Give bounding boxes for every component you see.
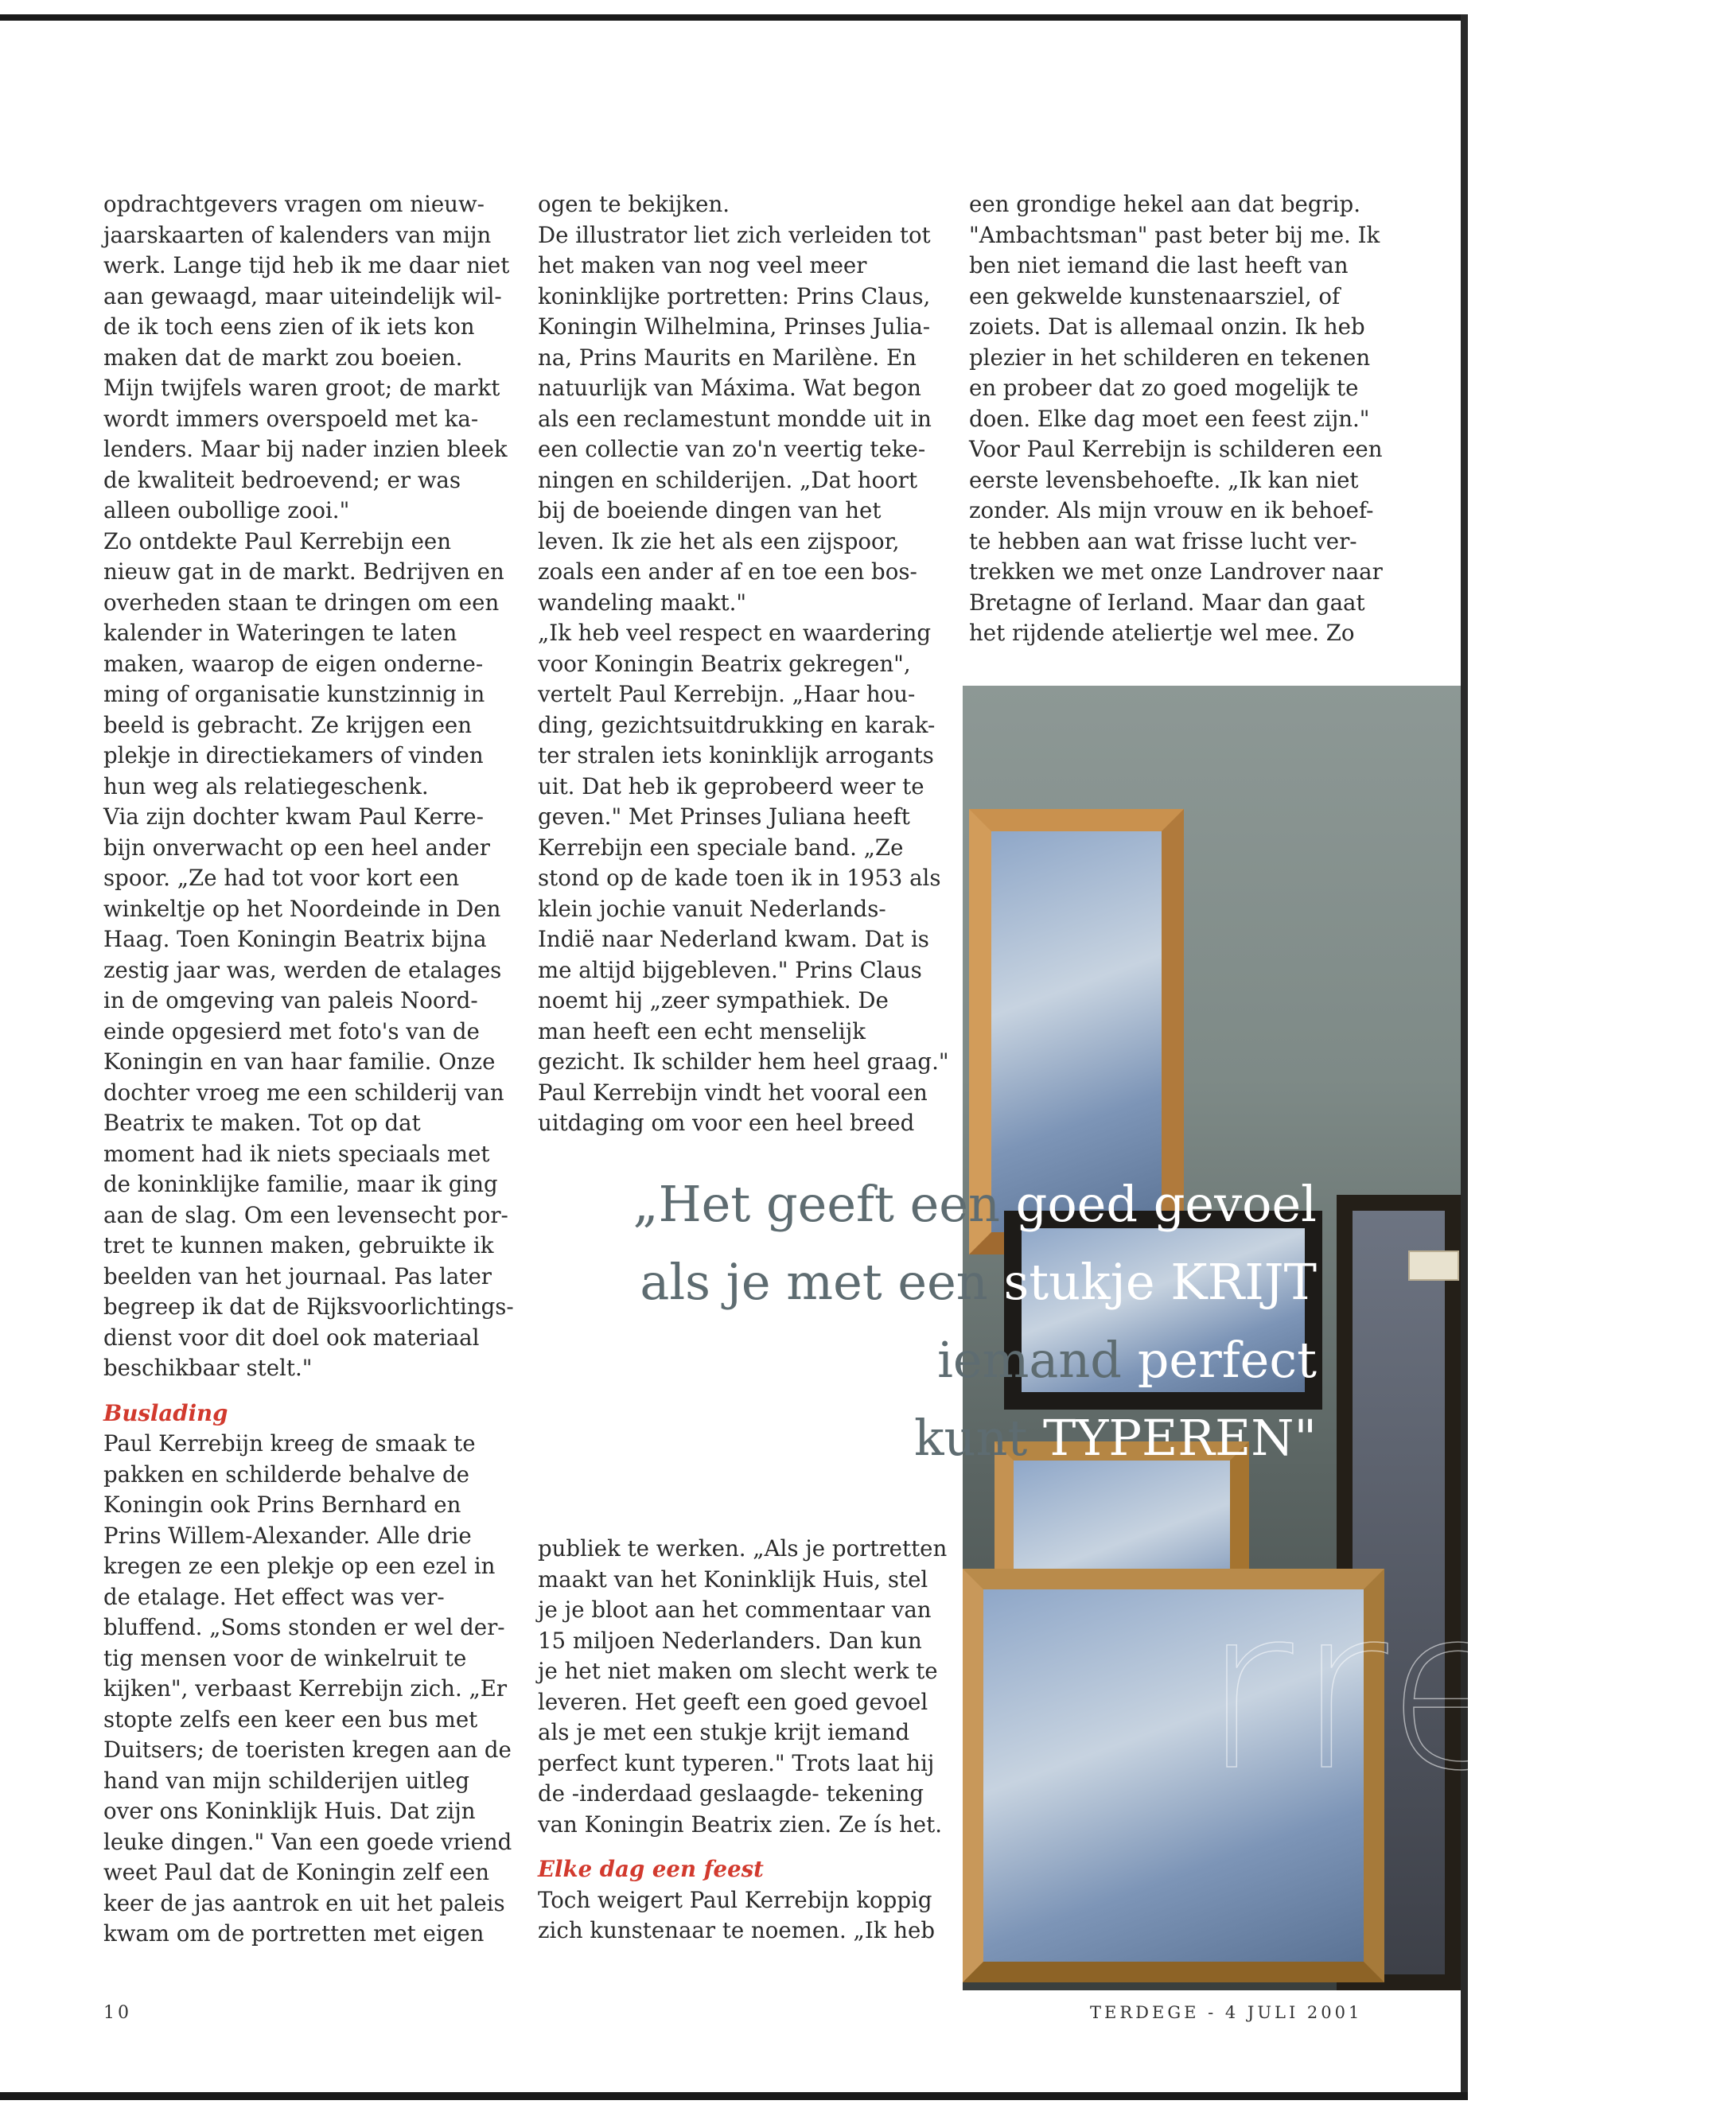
text-line: pakken en schilderde behalve de: [103, 1461, 470, 1488]
text-line: Bretagne of Ierland. Maar dan gaat: [969, 589, 1365, 616]
text-line: werk. Lange tijd heb ik me daar niet: [103, 252, 510, 278]
text-line: en probeer dat zo goed mogelijk te: [969, 375, 1359, 401]
page-number: 10: [103, 2003, 132, 2023]
text-line: te hebben aan wat frisse lucht ver-: [969, 527, 1357, 554]
text-line: beschikbaar stelt.": [103, 1355, 313, 1381]
quote-light-3: perfect: [1137, 1331, 1317, 1389]
text-line: weet Paul dat de Koningin zelf een: [103, 1859, 490, 1885]
text-column-2: [538, 189, 949, 1139]
text-line: Kerrebijn een speciale band. „Ze: [538, 834, 904, 861]
text-line: klein jochie vanuit Nederlands-: [538, 895, 886, 922]
text-line: je je bloot aan het commentaar van: [538, 1597, 932, 1623]
publication-footer: TERDEGE - 4 JULI 2001: [1090, 2003, 1363, 2022]
photo-watermark: rrebi: [1201, 1561, 1736, 1820]
quote-light-1: goed gevoel: [1015, 1175, 1317, 1233]
text-line: plezier in het schilderen en tekenen: [969, 344, 1371, 371]
text-line: leveren. Het geeft een goed gevoel: [538, 1688, 928, 1715]
text-line: ding, gezichtsuitdrukking en karak-: [538, 711, 936, 738]
quote-light-2: stukje KRIJT: [1003, 1253, 1317, 1311]
text-line: het maken van nog veel meer: [538, 252, 867, 278]
text-line: leuke dingen." Van een goede vriend: [103, 1828, 512, 1855]
text-line: kwam om de portretten met eigen: [103, 1920, 485, 1947]
pull-quote-line-2: [362, 1243, 1317, 1321]
text-line: De illustrator liet zich verleiden tot: [538, 221, 931, 248]
text-line: bij de boeiende dingen van het: [538, 497, 882, 523]
text-line: maken dat de markt zou boeien.: [103, 344, 463, 371]
text-line: perfect kunt typeren." Trots laat hij: [538, 1749, 935, 1776]
text-line: zestig jaar was, werden de etalages: [103, 956, 502, 983]
pull-quote-line-4: [362, 1399, 1317, 1477]
text-line: wordt immers overspoeld met ka-: [103, 405, 479, 432]
text-line: een collectie van zo'n veertig teke-: [538, 436, 926, 462]
text-line: ogen te bekijken.: [538, 191, 730, 217]
text-line: "Ambachtsman" past beter bij me. Ik: [969, 221, 1380, 248]
text-line: de koninklijke familie, maar ik ging: [103, 1171, 498, 1197]
text-line: bluffend. „Soms stonden er wel der-: [103, 1614, 505, 1640]
text-line: plekje in directiekamers of vinden: [103, 742, 484, 768]
frame-label: [1408, 1251, 1459, 1281]
text-line: maken, waarop de eigen onderne-: [103, 650, 484, 677]
text-line: zich kunstenaar te noemen. „Ik heb: [538, 1917, 936, 1943]
text-line: je het niet maken om slecht werk te: [538, 1658, 938, 1684]
text-line: „Ik heb veel respect en waardering: [538, 620, 932, 646]
text-line: dochter vroeg me een schilderij van: [103, 1079, 504, 1106]
text-line: van Koningin Beatrix zien. Ze ís het.: [538, 1811, 942, 1838]
column-1-continued: [103, 1429, 512, 1950]
text-line: natuurlijk van Máxima. Wat begon: [538, 375, 921, 401]
text-line: moment had ik niets speciaals met: [103, 1140, 490, 1167]
quote-light-4: TYPEREN": [1043, 1409, 1317, 1467]
text-line: Via zijn dochter kwam Paul Kerre-: [103, 803, 484, 830]
text-line: een grondige hekel aan dat begrip.: [969, 191, 1360, 217]
text-line: in de omgeving van paleis Noord-: [103, 987, 478, 1013]
text-line: de kwaliteit bedroevend; er was: [103, 466, 461, 493]
text-line: de etalage. Het effect was ver-: [103, 1583, 445, 1610]
text-line: Beatrix te maken. Tot op dat: [103, 1110, 421, 1136]
subhead-elke-dag-een-feest: Elke dag een feest: [538, 1856, 764, 1882]
subhead-buslading: Buslading: [103, 1399, 228, 1426]
text-line: nieuw gat in de markt. Bedrijven en: [103, 558, 504, 585]
text-line: de -inderdaad geslaagde- tekening: [538, 1780, 924, 1807]
text-column-3: [969, 189, 1415, 649]
text-line: lenders. Maar bij nader inzien bleek: [103, 436, 508, 462]
text-line: Indië naar Nederland kwam. Dat is: [538, 926, 929, 952]
text-line: na, Prins Maurits en Marilène. En: [538, 344, 917, 371]
text-line: overheden staan te dringen om een: [103, 589, 500, 616]
text-line: Paul Kerrebijn vindt het vooral een: [538, 1079, 928, 1106]
text-line: Mijn twijfels waren groot; de markt: [103, 375, 500, 401]
text-line: Haag. Toen Koningin Beatrix bijna: [103, 926, 487, 952]
text-line: Koningin Wilhelmina, Prinses Julia-: [538, 313, 931, 340]
text-line: voor Koningin Beatrix gekregen",: [538, 650, 911, 677]
text-line: alleen oubollige zooi.": [103, 497, 350, 523]
text-line: aan de slag. Om een levensecht por-: [103, 1201, 508, 1228]
quote-dark-2: als je met een: [640, 1253, 1004, 1311]
text-line: Koningin en van haar familie. Onze: [103, 1048, 496, 1075]
pull-quote-line-1: [362, 1165, 1317, 1243]
text-line: ningen en schilderijen. „Dat hoort: [538, 466, 918, 493]
pull-quote-line-3: [362, 1321, 1317, 1399]
text-line: ben niet iemand die last heeft van: [969, 252, 1349, 278]
quote-dark-3: iemand: [937, 1331, 1138, 1389]
text-line: aan gewaagd, maar uiteindelijk wil-: [103, 282, 502, 309]
text-line: 15 miljoen Nederlanders. Dan kun: [538, 1627, 922, 1654]
text-line: dienst voor dit doel ook materiaal: [103, 1324, 480, 1351]
text-line: noemt hij „zeer sympathiek. De: [538, 987, 889, 1013]
text-line: maakt van het Koninklijk Huis, stel: [538, 1566, 928, 1593]
text-line: Paul Kerrebijn kreeg de smaak te: [103, 1430, 476, 1457]
text-line: over ons Koninklijk Huis. Dat zijn: [103, 1798, 476, 1824]
text-line: de ik toch eens zien of ik iets kon: [103, 313, 475, 340]
text-line: als je met een stukje krijt iemand: [538, 1719, 910, 1745]
text-line: jaarskaarten of kalenders van mijn: [103, 221, 492, 248]
quote-dark-1: „Het geeft een: [633, 1175, 1016, 1233]
text-line: ming of organisatie kunstzinnig in: [103, 681, 485, 707]
text-line: uitdaging om voor een heel breed: [538, 1110, 915, 1136]
text-line: me altijd bijgebleven." Prins Claus: [538, 956, 922, 983]
text-line: kalender in Wateringen te laten: [103, 620, 457, 646]
text-line: ter stralen iets koninklijk arrogants: [538, 742, 934, 768]
text-column-1: [103, 189, 514, 1950]
text-line: een gekwelde kunstenaarsziel, of: [969, 282, 1341, 309]
text-line: Toch weigert Paul Kerrebijn koppig: [538, 1886, 932, 1913]
text-line: tret te kunnen maken, gebruikte ik: [103, 1232, 494, 1258]
text-line: het rijdende ateliertje wel mee. Zo: [969, 620, 1355, 646]
text-line: publiek te werken. „Als je portretten: [538, 1535, 948, 1562]
text-column-2-lower: [538, 1534, 948, 1947]
text-line: trekken we met onze Landrover naar: [969, 558, 1383, 585]
text-line: wandeling maakt.": [538, 589, 747, 616]
column-2-lower-body: [538, 1534, 948, 1840]
text-line: Voor Paul Kerrebijn is schilderen een: [969, 436, 1383, 462]
column-2-body: [538, 189, 949, 1139]
text-line: bijn onverwacht op een heel ander: [103, 834, 490, 861]
page-edge-top: [0, 14, 1468, 21]
text-line: vertelt Paul Kerrebijn. „Haar hou-: [538, 681, 916, 707]
text-line: geven." Met Prinses Juliana heeft: [538, 803, 910, 830]
text-line: spoor. „Ze had tot voor kort een: [103, 865, 460, 891]
text-line: Duitsers; de toeristen kregen aan de: [103, 1737, 512, 1763]
text-line: einde opgesierd met foto's van de: [103, 1017, 480, 1044]
text-line: kijken", verbaast Kerrebijn zich. „Er: [103, 1675, 508, 1702]
text-line: doen. Elke dag moet een feest zijn.": [969, 405, 1370, 432]
text-line: man heeft een echt menselijk: [538, 1017, 866, 1044]
text-line: beeld is gebracht. Ze krijgen een: [103, 711, 473, 738]
text-line: stond op de kade toen ik in 1953 als: [538, 865, 941, 891]
text-line: uit. Dat heb ik geprobeerd weer te: [538, 772, 924, 799]
text-line: hand van mijn schilderijen uitleg: [103, 1767, 470, 1794]
text-line: koninklijke portretten: Prins Claus,: [538, 282, 931, 309]
text-line: Koningin ook Prins Bernhard en: [103, 1492, 461, 1518]
text-line: beelden van het journaal. Pas later: [103, 1262, 492, 1289]
text-line: hun weg als relatiegeschenk.: [103, 772, 429, 799]
text-line: zoals een ander af en toe een bos-: [538, 558, 917, 585]
text-line: leven. Ik zie het als een zijspoor,: [538, 527, 900, 554]
text-line: kregen ze een plekje op een ezel in: [103, 1553, 496, 1579]
text-line: keer de jas aantrok en uit het paleis: [103, 1889, 505, 1916]
text-line: opdrachtgevers vragen om nieuw-: [103, 191, 485, 217]
page-edge-bottom: [0, 2092, 1468, 2100]
text-line: eerste levensbehoefte. „Ik kan niet: [969, 466, 1359, 493]
column-3-body: [969, 189, 1415, 649]
text-line: tig mensen voor de winkelruit te: [103, 1644, 467, 1671]
text-line: Prins Willem-Alexander. Alle drie: [103, 1522, 472, 1549]
text-line: begreep ik dat de Rijksvoorlichtings-: [103, 1293, 514, 1320]
text-line: winkeltje op het Noordeinde in Den: [103, 895, 501, 922]
quote-dark-4: kunt: [913, 1409, 1044, 1467]
pull-quote: [362, 1165, 1317, 1477]
column-2-lower-continued: [538, 1885, 944, 1947]
text-line: als een reclamestunt mondde uit in: [538, 405, 932, 432]
text-line: zonder. Als mijn vrouw en ik behoef-: [969, 497, 1374, 523]
text-line: stopte zelfs een keer een bus met: [103, 1706, 478, 1733]
text-line: gezicht. Ik schilder hem heel graag.": [538, 1048, 949, 1075]
text-line: Zo ontdekte Paul Kerrebijn een: [103, 527, 452, 554]
text-line: zoiets. Dat is allemaal onzin. Ik heb: [969, 313, 1365, 340]
